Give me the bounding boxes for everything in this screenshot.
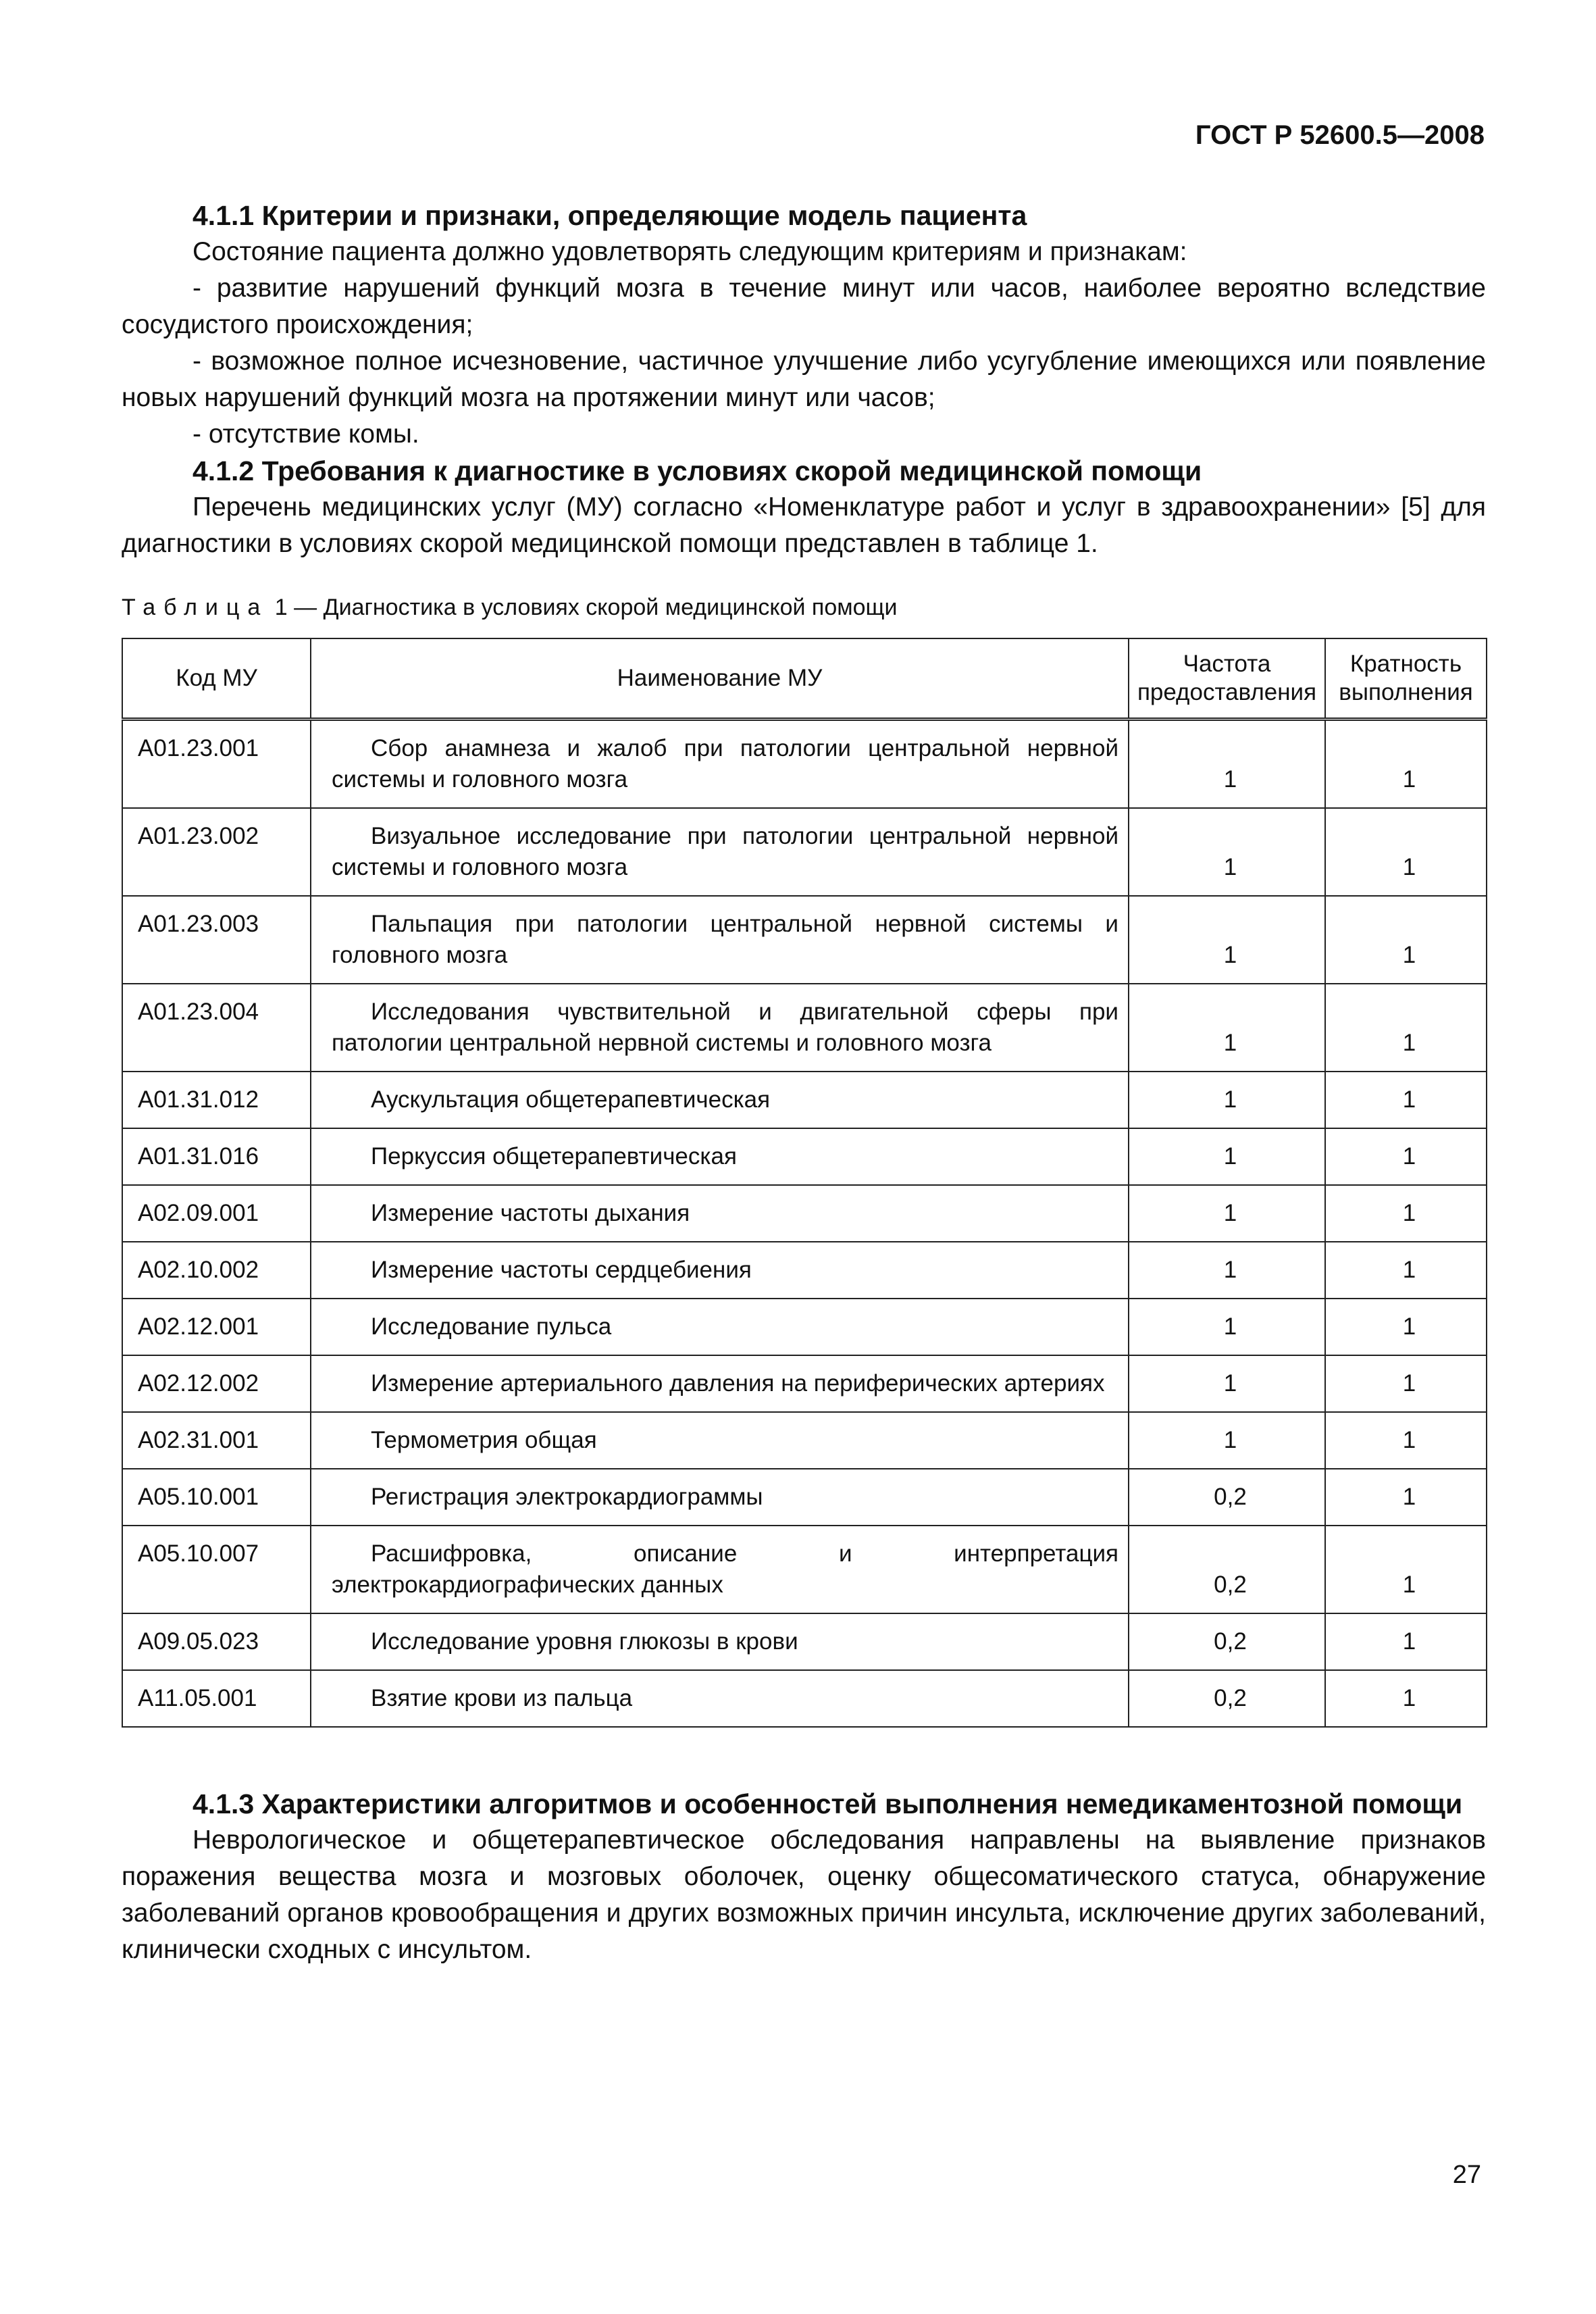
cell-name: Измерение артериального давления на периферических артериях [311, 1355, 1129, 1412]
header-multiplicity: Кратность выполнения [1325, 638, 1487, 720]
section-4-1-1-title: 4.1.1 Критерии и признаки, определяющие модель пациента [192, 200, 1027, 231]
table-row [122, 1185, 1487, 1242]
cell-frequency: 1 [1129, 808, 1325, 896]
table-row [122, 808, 1487, 896]
cell-name: Сбор анамнеза и жалоб при патологии центральной нервной системы и головного мозга [311, 720, 1129, 809]
cell-frequency: 1 [1129, 720, 1325, 809]
cell-code: A01.23.004 [122, 984, 311, 1072]
cell-code: A02.12.001 [122, 1299, 311, 1355]
cell-name: Перкуссия общетерапевтическая [311, 1128, 1129, 1185]
section-4-1-3-title: 4.1.3 Характеристики алгоритмов и особенностей выполнения немедикаментозной помощи [192, 1788, 1463, 1819]
cell-frequency: 1 [1129, 1072, 1325, 1128]
table-row [122, 1072, 1487, 1128]
cell-frequency: 0,2 [1129, 1526, 1325, 1613]
table-caption-label: Таблица [122, 595, 269, 620]
cell-code: A02.10.002 [122, 1242, 311, 1299]
cell-multiplicity: 1 [1325, 984, 1487, 1072]
cell-code: A09.05.023 [122, 1613, 311, 1670]
table-row [122, 1613, 1487, 1670]
cell-frequency: 1 [1129, 1355, 1325, 1412]
section-4-1-1-intro: Состояние пациента должно удовлетворять следующим критериям и признакам: [192, 237, 1187, 266]
table-body [122, 720, 1487, 1728]
cell-code: A01.23.003 [122, 896, 311, 984]
cell-multiplicity: 1 [1325, 1526, 1487, 1613]
table-row [122, 1670, 1487, 1727]
cell-multiplicity: 1 [1325, 1355, 1487, 1412]
header-name: Наименование МУ [311, 638, 1129, 720]
section-4-1-3-text: Неврологическое и общетерапевтическое обследования направлены на выявление признаков поражения вещества мозга и мозговых оболочек, оценку общесоматического статуса, обнаружение заболеваний органов кровообращения и других возможных причин инсульта, исключение других заболеваний, клинически сходных с инсультом. [122, 1826, 1486, 1964]
page-number: 27 [1452, 2161, 1481, 2189]
cell-code: A01.23.001 [122, 720, 311, 809]
criteria-item-1: - развитие нарушений функций мозга в течение минут или часов, наиболее вероятно вследствие сосудистого происхождения; [122, 274, 1486, 339]
cell-name: Термометрия общая [311, 1412, 1129, 1469]
cell-name: Визуальное исследование при патологии центральной нервной системы и головного мозга [311, 808, 1129, 896]
cell-multiplicity: 1 [1325, 808, 1487, 896]
cell-frequency: 1 [1129, 1242, 1325, 1299]
section-4-1-2-title: 4.1.2 Требования к диагностике в условиях скорой медицинской помощи [192, 455, 1202, 486]
cell-frequency: 1 [1129, 1412, 1325, 1469]
cell-name: Исследования чувствительной и двигательной сферы при патологии центральной нервной системы и головного мозга [311, 984, 1129, 1072]
cell-name: Расшифровка, описание и интерпретация электрокардиографических данных [311, 1526, 1129, 1613]
header-code: Код МУ [122, 638, 311, 720]
cell-frequency: 0,2 [1129, 1670, 1325, 1727]
cell-name: Аускультация общетерапевтическая [311, 1072, 1129, 1128]
cell-multiplicity: 1 [1325, 1469, 1487, 1526]
cell-code: A11.05.001 [122, 1670, 311, 1727]
table-row [122, 1242, 1487, 1299]
header-frequency: Частота предоставления [1129, 638, 1325, 720]
table-caption-text: 1 — Диагностика в условиях скорой медицинской помощи [274, 595, 898, 620]
cell-code: A02.31.001 [122, 1412, 311, 1469]
cell-name: Исследование пульса [311, 1299, 1129, 1355]
cell-multiplicity: 1 [1325, 1242, 1487, 1299]
table-caption [122, 592, 1486, 623]
cell-code: A01.31.012 [122, 1072, 311, 1128]
cell-name: Измерение частоты дыхания [311, 1185, 1129, 1242]
section-4-1-2-text: Перечень медицинских услуг (МУ) согласно «Номенклатуре работ и услуг в здравоохранении» [5] для диагностики в условиях скорой медицинской помощи представлен в таблице 1. [122, 493, 1486, 558]
cell-multiplicity: 1 [1325, 720, 1487, 809]
table-row [122, 1128, 1487, 1185]
cell-code: A02.12.002 [122, 1355, 311, 1412]
cell-frequency: 0,2 [1129, 1613, 1325, 1670]
cell-code: A01.31.016 [122, 1128, 311, 1185]
cell-name: Измерение частоты сердцебиения [311, 1242, 1129, 1299]
document-header: ГОСТ Р 52600.5—2008 [1195, 120, 1485, 150]
table-row [122, 896, 1487, 984]
cell-name: Исследование уровня глюкозы в крови [311, 1613, 1129, 1670]
page-content [122, 197, 1486, 1968]
cell-multiplicity: 1 [1325, 1128, 1487, 1185]
cell-frequency: 1 [1129, 1299, 1325, 1355]
cell-code: A01.23.002 [122, 808, 311, 896]
table-row [122, 1469, 1487, 1526]
cell-multiplicity: 1 [1325, 1670, 1487, 1727]
cell-frequency: 1 [1129, 984, 1325, 1072]
cell-name: Регистрация электрокардиограммы [311, 1469, 1129, 1526]
table-row [122, 1299, 1487, 1355]
cell-multiplicity: 1 [1325, 1299, 1487, 1355]
cell-multiplicity: 1 [1325, 1185, 1487, 1242]
table-row [122, 1355, 1487, 1412]
table-row [122, 1526, 1487, 1613]
cell-frequency: 0,2 [1129, 1469, 1325, 1526]
table-header-row [122, 638, 1487, 720]
criteria-item-3: - отсутствие комы. [192, 420, 419, 449]
table-row [122, 1412, 1487, 1469]
cell-code: A05.10.001 [122, 1469, 311, 1526]
cell-code: A02.09.001 [122, 1185, 311, 1242]
cell-multiplicity: 1 [1325, 1412, 1487, 1469]
cell-multiplicity: 1 [1325, 1613, 1487, 1670]
cell-multiplicity: 1 [1325, 896, 1487, 984]
cell-code: A05.10.007 [122, 1526, 311, 1613]
table-row [122, 720, 1487, 809]
cell-name: Взятие крови из пальца [311, 1670, 1129, 1727]
diagnostics-table [122, 638, 1487, 1728]
cell-name: Пальпация при патологии центральной нервной системы и головного мозга [311, 896, 1129, 984]
cell-frequency: 1 [1129, 896, 1325, 984]
cell-frequency: 1 [1129, 1185, 1325, 1242]
table-row [122, 984, 1487, 1072]
cell-frequency: 1 [1129, 1128, 1325, 1185]
cell-multiplicity: 1 [1325, 1072, 1487, 1128]
criteria-item-2: - возможное полное исчезновение, частичное улучшение либо усугубление имеющихся или появление новых нарушений функций мозга на протяжении минут или часов; [122, 347, 1486, 412]
